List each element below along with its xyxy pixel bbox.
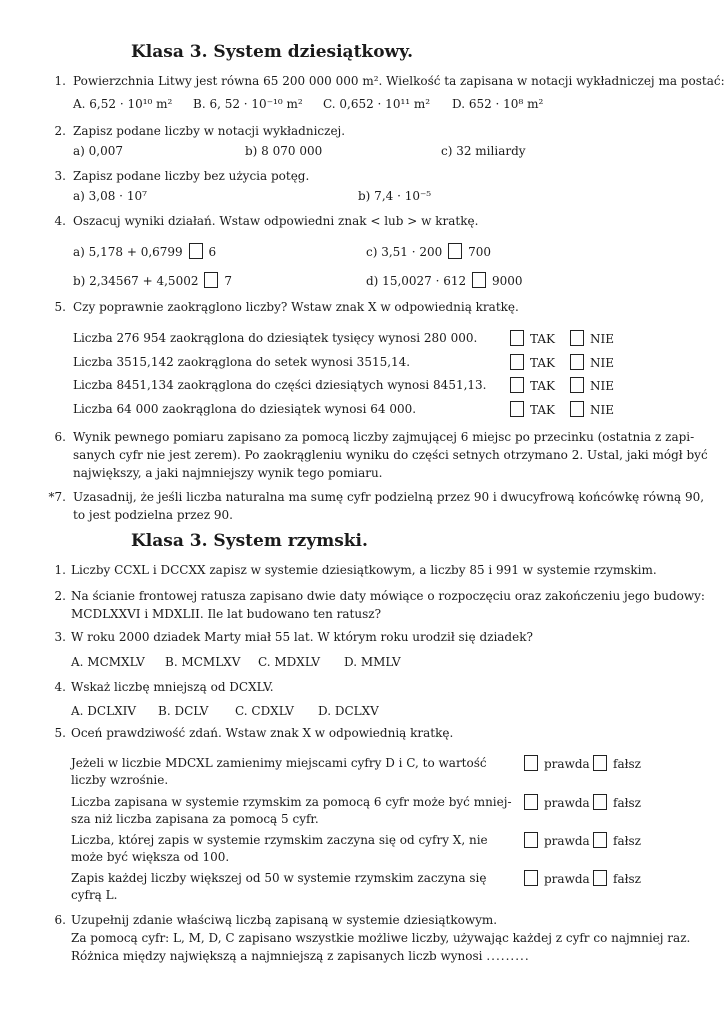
tak-option bbox=[510, 377, 555, 393]
falsz-checkbox[interactable] bbox=[593, 794, 607, 810]
question-text: Oceń prawdziwość zdań. Wstaw znak X w odpowiednią kratkę. bbox=[71, 726, 454, 740]
prawda-option bbox=[524, 755, 590, 771]
estimate-item bbox=[366, 243, 491, 259]
prawda-checkbox[interactable] bbox=[524, 794, 538, 810]
prawda-option bbox=[524, 870, 590, 886]
answer-checkbox[interactable] bbox=[189, 243, 203, 259]
question-text: Oszacuj wyniki działań. Wstaw odpowiedni znak < lub > w kratkę. bbox=[73, 214, 479, 228]
estimate-expression: a) 5,178 + 0,6799 bbox=[73, 245, 183, 259]
question-text: Wskaż liczbę mniejszą od DCXLV. bbox=[71, 680, 274, 694]
statement-text-line: liczby wzrośnie. bbox=[71, 773, 169, 787]
nie-label: NIE bbox=[590, 403, 614, 417]
question-number: 1. bbox=[54, 563, 66, 577]
subtask-label: c) 32 miliardy bbox=[441, 144, 526, 158]
answer-option[interactable]: B. 6, 52 · 10⁻¹⁰ m² bbox=[193, 97, 303, 111]
tak-label: TAK bbox=[530, 379, 555, 393]
sentence-period: . bbox=[524, 949, 529, 963]
tak-label: TAK bbox=[530, 403, 555, 417]
estimate-item bbox=[73, 243, 216, 259]
nie-option bbox=[570, 354, 614, 370]
section-title-decimal: Klasa 3. System dziesiątkowy. bbox=[131, 42, 414, 62]
falsz-checkbox[interactable] bbox=[593, 870, 607, 886]
estimate-value: 6 bbox=[208, 245, 217, 259]
estimate-item bbox=[366, 272, 523, 288]
falsz-option bbox=[593, 870, 641, 886]
question-number: 4. bbox=[54, 214, 66, 228]
nie-checkbox[interactable] bbox=[570, 401, 584, 417]
question-text: Czy poprawnie zaokrąglono liczby? Wstaw znak X w odpowiednią kratkę. bbox=[73, 300, 519, 314]
section-title-roman: Klasa 3. System rzymski. bbox=[131, 531, 368, 551]
subtask-label: a) 0,007 bbox=[73, 144, 124, 158]
question-number: 2. bbox=[54, 589, 66, 603]
question-text-line-with-blank bbox=[71, 949, 529, 963]
statement-text: Liczba 64 000 zaokrąglona do dziesiątek wynosi 64 000. bbox=[73, 402, 417, 416]
statement-text: Liczba 276 954 zaokrąglona do dziesiątek tysięcy wynosi 280 000. bbox=[73, 331, 478, 345]
estimate-value: 9000 bbox=[491, 274, 523, 288]
falsz-checkbox[interactable] bbox=[593, 832, 607, 848]
statement-text: Liczba 3515,142 zaokrąglona do setek wynosi 3515,14. bbox=[73, 355, 411, 369]
tak-checkbox[interactable] bbox=[510, 377, 524, 393]
falsz-option bbox=[593, 794, 641, 810]
question-number: 5. bbox=[54, 726, 66, 740]
subtask-label: a) 3,08 · 10⁷ bbox=[73, 189, 147, 203]
estimate-value: 7 bbox=[224, 274, 232, 288]
prawda-label: prawda bbox=[544, 757, 590, 771]
question-text-line: to jest podzielna przez 90. bbox=[73, 508, 233, 522]
estimate-expression: b) 2,34567 + 4,5002 bbox=[73, 274, 199, 288]
answer-blank[interactable]: ........ bbox=[486, 949, 525, 963]
question-text: Liczby CCXL i DCCXX zapisz w systemie dziesiątkowym, a liczby 85 i 991 w systemie rzymskim. bbox=[71, 563, 657, 577]
tak-checkbox[interactable] bbox=[510, 401, 524, 417]
question-number: 5. bbox=[54, 300, 66, 314]
falsz-option bbox=[593, 755, 641, 771]
question-text: Zapisz podane liczby w notacji wykładniczej. bbox=[73, 124, 346, 138]
prawda-option bbox=[524, 832, 590, 848]
question-text-line: Uzasadnij, że jeśli liczba naturalna ma sumę cyfr podzielną przez 90 i dwucyfrową końcówkę równą 90, bbox=[73, 490, 705, 504]
answer-checkbox[interactable] bbox=[472, 272, 486, 288]
nie-option bbox=[570, 377, 614, 393]
nie-label: NIE bbox=[590, 356, 614, 370]
prawda-label: prawda bbox=[544, 872, 590, 886]
nie-option bbox=[570, 330, 614, 346]
answer-option[interactable]: C. 0,652 · 10¹¹ m² bbox=[323, 97, 431, 111]
falsz-label: fałsz bbox=[613, 834, 641, 848]
prawda-label: prawda bbox=[544, 796, 590, 810]
question-text-line: największy, a jaki najmniejszy wynik tego pomiaru. bbox=[73, 466, 383, 480]
answer-option[interactable]: D. MMLV bbox=[344, 655, 401, 669]
answer-option[interactable]: C. MDXLV bbox=[258, 655, 321, 669]
tak-option bbox=[510, 401, 555, 417]
answer-option[interactable]: D. DCLXV bbox=[318, 704, 379, 718]
nie-checkbox[interactable] bbox=[570, 377, 584, 393]
tak-option bbox=[510, 354, 555, 370]
nie-option bbox=[570, 401, 614, 417]
answer-option[interactable]: B. MCMLXV bbox=[165, 655, 241, 669]
subtask-label: b) 7,4 · 10⁻⁵ bbox=[358, 189, 432, 203]
falsz-label: fałsz bbox=[613, 796, 641, 810]
falsz-label: fałsz bbox=[613, 757, 641, 771]
subtask-label: b) 8 070 000 bbox=[245, 144, 323, 158]
question-number: 4. bbox=[54, 680, 66, 694]
question-text: W roku 2000 dziadek Marty miał 55 lat. W którym roku urodził się dziadek? bbox=[71, 630, 533, 644]
falsz-option bbox=[593, 832, 641, 848]
answer-option[interactable]: A. 6,52 · 10¹⁰ m² bbox=[73, 97, 173, 111]
question-number: 1. bbox=[54, 74, 66, 88]
question-number: 2. bbox=[54, 124, 66, 138]
tak-option bbox=[510, 330, 555, 346]
question-text-line: MCDLXXVI i MDXLII. Ile lat budowano ten ratusz? bbox=[71, 607, 382, 621]
question-number: 3. bbox=[54, 630, 66, 644]
nie-label: NIE bbox=[590, 379, 614, 393]
nie-checkbox[interactable] bbox=[570, 330, 584, 346]
estimate-expression: d) 15,0027 · 612 bbox=[366, 274, 467, 288]
prawda-checkbox[interactable] bbox=[524, 755, 538, 771]
falsz-checkbox[interactable] bbox=[593, 755, 607, 771]
question-text: Zapisz podane liczby bez użycia potęg. bbox=[73, 169, 310, 183]
statement-text-line: Zapis każdej liczby większej od 50 w systemie rzymskim zaczyna się bbox=[71, 871, 487, 885]
statement-text: Liczba 8451,134 zaokrąglona do części dziesiątych wynosi 8451,13. bbox=[73, 378, 487, 392]
falsz-label: fałsz bbox=[613, 872, 641, 886]
statement-text-line: cyfrą L. bbox=[71, 888, 118, 902]
statement-text-line: Liczba zapisana w systemie rzymskim za pomocą 6 cyfr może być mniej- bbox=[71, 795, 512, 809]
answer-option[interactable]: D. 652 · 10⁸ m² bbox=[452, 97, 544, 111]
question-text-line: Na ścianie frontowej ratusza zapisano dwie daty mówiące o rozpoczęciu oraz zakończeniu jego budowy: bbox=[71, 589, 705, 603]
tak-label: TAK bbox=[530, 356, 555, 370]
nie-checkbox[interactable] bbox=[570, 354, 584, 370]
question-text-line: Za pomocą cyfr: L, M, D, C zapisano wszystkie możliwe liczby, używając każdej z cyfr co najmniej raz. bbox=[71, 931, 691, 945]
answer-checkbox[interactable] bbox=[204, 272, 218, 288]
answer-option[interactable]: C. CDXLV bbox=[235, 704, 294, 718]
question-number: *7. bbox=[48, 490, 66, 504]
statement-text-line: sza niż liczba zapisana za pomocą 5 cyfr. bbox=[71, 812, 319, 826]
prawda-checkbox[interactable] bbox=[524, 870, 538, 886]
question-number: 3. bbox=[54, 169, 66, 183]
question-number: 6. bbox=[54, 430, 66, 444]
answer-option[interactable]: A. DCLXIV bbox=[71, 704, 137, 718]
prawda-option bbox=[524, 794, 590, 810]
question-text-line: sanych cyfr nie jest zerem). Po zaokrągleniu wyniku do części setnych otrzymano 2. Ustal, jaki mógł być bbox=[73, 448, 708, 462]
nie-label: NIE bbox=[590, 332, 614, 346]
tak-checkbox[interactable] bbox=[510, 354, 524, 370]
question-text-line: Różnica między największą a najmniejszą z zapisanych liczb wynosi bbox=[71, 949, 483, 963]
tak-checkbox[interactable] bbox=[510, 330, 524, 346]
question-text-line: Wynik pewnego pomiaru zapisano za pomocą liczby zajmującej 6 miejsc po przecinku (ostatnia z zapi- bbox=[73, 430, 695, 444]
estimate-value: 700 bbox=[468, 245, 492, 259]
question-text: Powierzchnia Litwy jest równa 65 200 000 000 m². Wielkość ta zapisana w notacji wykładniczej ma postać: bbox=[73, 74, 725, 88]
question-number: 6. bbox=[54, 913, 66, 927]
estimate-item bbox=[73, 272, 232, 288]
prawda-checkbox[interactable] bbox=[524, 832, 538, 848]
answer-checkbox[interactable] bbox=[448, 243, 462, 259]
answer-option[interactable]: A. MCMXLV bbox=[71, 655, 145, 669]
statement-text-line: może być większa od 100. bbox=[71, 850, 230, 864]
question-text-line: Uzupełnij zdanie właściwą liczbą zapisaną w systemie dziesiątkowym. bbox=[71, 913, 498, 927]
prawda-label: prawda bbox=[544, 834, 590, 848]
tak-label: TAK bbox=[530, 332, 555, 346]
estimate-expression: c) 3,51 · 200 bbox=[366, 245, 443, 259]
statement-text-line: Jeżeli w liczbie MDCXL zamienimy miejscami cyfry D i C, to wartość bbox=[71, 756, 487, 770]
answer-option[interactable]: B. DCLV bbox=[158, 704, 209, 718]
statement-text-line: Liczba, której zapis w systemie rzymskim zaczyna się od cyfry X, nie bbox=[71, 833, 488, 847]
